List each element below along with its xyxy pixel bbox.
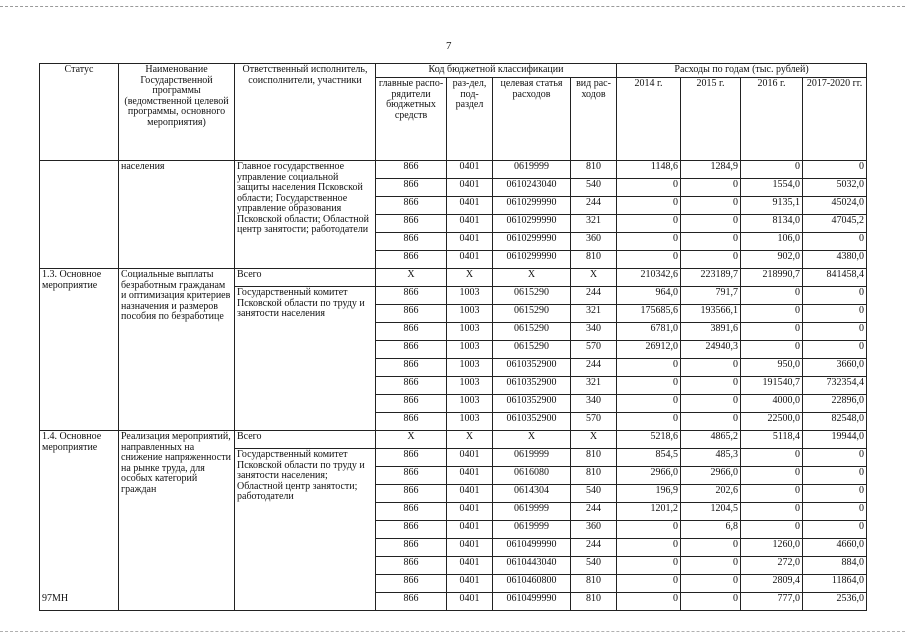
cell-2015: 0 xyxy=(681,575,741,593)
cell-grbs: 866 xyxy=(376,575,447,593)
cell-section: 0401 xyxy=(447,251,493,269)
cell-2015: 0 xyxy=(681,413,741,431)
cell-2017-2020: 884,0 xyxy=(803,557,867,575)
cell-target-article: 0615290 xyxy=(493,305,571,323)
cell-total-label: Всего xyxy=(235,269,376,287)
cell-2015: 0 xyxy=(681,593,741,611)
cell-2015: 0 xyxy=(681,251,741,269)
cell-2014: 0 xyxy=(617,197,681,215)
cell-2015: 0 xyxy=(681,359,741,377)
header-year-2015: 2015 г. xyxy=(681,78,741,161)
cell-executor: Государственный комитет Псковской области по труду и занятости населения; Областной центр занятости; работодатели xyxy=(235,449,376,611)
cell-2016: 8134,0 xyxy=(741,215,803,233)
cell-2017-2020: 45024,0 xyxy=(803,197,867,215)
cell-2015: 202,6 xyxy=(681,485,741,503)
cell-2017-2020: 47045,2 xyxy=(803,215,867,233)
cell-2016: 218990,7 xyxy=(741,269,803,287)
cell-2014: 0 xyxy=(617,395,681,413)
cell-2015: 0 xyxy=(681,395,741,413)
cell-section: 0401 xyxy=(447,575,493,593)
cell-target-article: 0614304 xyxy=(493,485,571,503)
cell-grbs: 866 xyxy=(376,449,447,467)
cell-2016: 0 xyxy=(741,503,803,521)
header-year-2017-2020: 2017-2020 гг. xyxy=(803,78,867,161)
cell-2017-2020: 19944,0 xyxy=(803,431,867,449)
cell-2016: 106,0 xyxy=(741,233,803,251)
cell-target-article: 0610299990 xyxy=(493,233,571,251)
cell-2016: 191540,7 xyxy=(741,377,803,395)
cell-executor: Главное государственное управление социальной защиты населения Псковской области; Государственное управление образования Псковской области; Областной центр занятости; работодатели xyxy=(235,161,376,269)
bottom-scan-edge xyxy=(0,631,905,632)
cell-2014: 0 xyxy=(617,413,681,431)
cell-2015: 0 xyxy=(681,377,741,395)
cell-expense-type: 540 xyxy=(571,557,617,575)
cell-grbs: X xyxy=(376,269,447,287)
cell-2016: 22500,0 xyxy=(741,413,803,431)
cell-grbs: 866 xyxy=(376,467,447,485)
cell-target-article: 0610443040 xyxy=(493,557,571,575)
cell-2017-2020: 5032,0 xyxy=(803,179,867,197)
cell-section: 1003 xyxy=(447,287,493,305)
header-target-article: целевая статья расходов xyxy=(493,78,571,161)
cell-2017-2020: 0 xyxy=(803,449,867,467)
header-status: Статус xyxy=(40,64,119,161)
cell-expense-type: 244 xyxy=(571,359,617,377)
cell-grbs: 866 xyxy=(376,395,447,413)
cell-2016: 0 xyxy=(741,485,803,503)
cell-expense-type: 321 xyxy=(571,305,617,323)
cell-2014: 0 xyxy=(617,557,681,575)
cell-status xyxy=(40,161,119,269)
cell-2015: 1204,5 xyxy=(681,503,741,521)
cell-2015: 0 xyxy=(681,215,741,233)
cell-section: 0401 xyxy=(447,179,493,197)
cell-2014: 2966,0 xyxy=(617,467,681,485)
cell-2016: 4000,0 xyxy=(741,395,803,413)
cell-target-article: 0619999 xyxy=(493,449,571,467)
cell-grbs: 866 xyxy=(376,233,447,251)
cell-section: 1003 xyxy=(447,377,493,395)
cell-2015: 0 xyxy=(681,233,741,251)
page-number: 7 xyxy=(446,40,452,52)
cell-status: 1.3. Основное мероприятие xyxy=(40,269,119,431)
header-budget-code: Код бюджетной классификации xyxy=(376,64,617,78)
cell-target-article: 0610299990 xyxy=(493,251,571,269)
cell-2014: 1201,2 xyxy=(617,503,681,521)
cell-2017-2020: 732354,4 xyxy=(803,377,867,395)
cell-section: 0401 xyxy=(447,503,493,521)
cell-program-name: населения xyxy=(119,161,235,269)
header-program-name: Наименование Государственной программы (ведомственной целевой программы, основного мероприятия) xyxy=(119,64,235,161)
cell-expense-type: 340 xyxy=(571,323,617,341)
cell-2016: 0 xyxy=(741,341,803,359)
cell-target-article: 0615290 xyxy=(493,287,571,305)
cell-program-name: Социальные выплаты безработным гражданам и оптимизация критериев назначения и размеров пособия по безработице xyxy=(119,269,235,431)
cell-2017-2020: 0 xyxy=(803,521,867,539)
cell-expense-type: 810 xyxy=(571,593,617,611)
cell-grbs: 866 xyxy=(376,251,447,269)
cell-section: 1003 xyxy=(447,413,493,431)
table-row-total xyxy=(40,269,867,287)
cell-grbs: X xyxy=(376,431,447,449)
cell-section: 1003 xyxy=(447,305,493,323)
cell-2016: 1260,0 xyxy=(741,539,803,557)
cell-2015: 223189,7 xyxy=(681,269,741,287)
cell-2017-2020: 0 xyxy=(803,341,867,359)
cell-expense-type: 570 xyxy=(571,413,617,431)
cell-expense-type: 810 xyxy=(571,575,617,593)
cell-section: 0401 xyxy=(447,485,493,503)
cell-grbs: 866 xyxy=(376,359,447,377)
cell-section: 0401 xyxy=(447,161,493,179)
cell-2015: 6,8 xyxy=(681,521,741,539)
cell-2016: 0 xyxy=(741,521,803,539)
cell-2016: 0 xyxy=(741,287,803,305)
cell-section: 0401 xyxy=(447,557,493,575)
cell-target-article: 0610299990 xyxy=(493,215,571,233)
cell-2014: 854,5 xyxy=(617,449,681,467)
cell-2014: 196,9 xyxy=(617,485,681,503)
cell-2017-2020: 0 xyxy=(803,467,867,485)
cell-2016: 2809,4 xyxy=(741,575,803,593)
cell-grbs: 866 xyxy=(376,485,447,503)
cell-2014: 210342,6 xyxy=(617,269,681,287)
cell-2014: 0 xyxy=(617,539,681,557)
cell-target-article: 0616080 xyxy=(493,467,571,485)
cell-expense-type: 810 xyxy=(571,449,617,467)
cell-expense-type: 360 xyxy=(571,521,617,539)
cell-2014: 175685,6 xyxy=(617,305,681,323)
cell-target-article: X xyxy=(493,269,571,287)
cell-expense-type: 244 xyxy=(571,539,617,557)
cell-target-article: 0610299990 xyxy=(493,197,571,215)
cell-2014: 0 xyxy=(617,593,681,611)
cell-section: 1003 xyxy=(447,395,493,413)
cell-target-article: 0610352900 xyxy=(493,395,571,413)
cell-2014: 0 xyxy=(617,233,681,251)
header-expense-type: вид рас-ходов xyxy=(571,78,617,161)
cell-2015: 0 xyxy=(681,539,741,557)
cell-section: 0401 xyxy=(447,467,493,485)
cell-2016: 0 xyxy=(741,467,803,485)
cell-2016: 950,0 xyxy=(741,359,803,377)
budget-table xyxy=(39,63,867,611)
cell-executor: Государственный комитет Псковской области по труду и занятости населения xyxy=(235,287,376,431)
cell-2014: 26912,0 xyxy=(617,341,681,359)
cell-section: 0401 xyxy=(447,233,493,251)
cell-2017-2020: 82548,0 xyxy=(803,413,867,431)
cell-target-article: 0610352900 xyxy=(493,413,571,431)
cell-2017-2020: 0 xyxy=(803,161,867,179)
cell-target-article: 0610499990 xyxy=(493,539,571,557)
cell-expense-type: 540 xyxy=(571,485,617,503)
cell-grbs: 866 xyxy=(376,341,447,359)
cell-section: 1003 xyxy=(447,341,493,359)
cell-2017-2020: 11864,0 xyxy=(803,575,867,593)
cell-2016: 0 xyxy=(741,305,803,323)
cell-target-article: 0610243040 xyxy=(493,179,571,197)
cell-2017-2020: 4380,0 xyxy=(803,251,867,269)
cell-expense-type: X xyxy=(571,269,617,287)
cell-target-article: 0610499990 xyxy=(493,593,571,611)
header-year-2016: 2016 г. xyxy=(741,78,803,161)
cell-2014: 0 xyxy=(617,359,681,377)
cell-2014: 0 xyxy=(617,251,681,269)
cell-grbs: 866 xyxy=(376,215,447,233)
cell-grbs: 866 xyxy=(376,161,447,179)
cell-2017-2020: 0 xyxy=(803,233,867,251)
cell-expense-type: 540 xyxy=(571,179,617,197)
cell-expense-type: X xyxy=(571,431,617,449)
cell-expense-type: 244 xyxy=(571,197,617,215)
cell-expense-type: 321 xyxy=(571,377,617,395)
cell-grbs: 866 xyxy=(376,377,447,395)
cell-2017-2020: 22896,0 xyxy=(803,395,867,413)
cell-2016: 9135,1 xyxy=(741,197,803,215)
cell-2015: 485,3 xyxy=(681,449,741,467)
cell-2014: 5218,6 xyxy=(617,431,681,449)
header-row-main xyxy=(40,64,867,78)
cell-2015: 4865,2 xyxy=(681,431,741,449)
cell-2015: 2966,0 xyxy=(681,467,741,485)
cell-grbs: 866 xyxy=(376,197,447,215)
cell-2016: 777,0 xyxy=(741,593,803,611)
cell-grbs: 866 xyxy=(376,287,447,305)
cell-2015: 0 xyxy=(681,179,741,197)
cell-target-article: 0619999 xyxy=(493,503,571,521)
cell-2015: 24940,3 xyxy=(681,341,741,359)
cell-grbs: 866 xyxy=(376,179,447,197)
header-grbs: главные распо-рядители бюджетных средств xyxy=(376,78,447,161)
cell-grbs: 866 xyxy=(376,305,447,323)
cell-expense-type: 244 xyxy=(571,287,617,305)
cell-grbs: 866 xyxy=(376,503,447,521)
cell-2015: 0 xyxy=(681,557,741,575)
cell-2017-2020: 4660,0 xyxy=(803,539,867,557)
cell-section: X xyxy=(447,431,493,449)
cell-section: 0401 xyxy=(447,215,493,233)
cell-status: 1.4. Основное мероприятие xyxy=(40,431,119,611)
table-row-total xyxy=(40,431,867,449)
cell-section: 0401 xyxy=(447,521,493,539)
cell-2016: 902,0 xyxy=(741,251,803,269)
cell-2014: 0 xyxy=(617,377,681,395)
cell-2015: 1284,9 xyxy=(681,161,741,179)
cell-2014: 0 xyxy=(617,179,681,197)
cell-grbs: 866 xyxy=(376,413,447,431)
cell-2014: 0 xyxy=(617,575,681,593)
cell-total-label: Всего xyxy=(235,431,376,449)
cell-2017-2020: 3660,0 xyxy=(803,359,867,377)
cell-2014: 0 xyxy=(617,521,681,539)
cell-2014: 0 xyxy=(617,215,681,233)
cell-expense-type: 244 xyxy=(571,503,617,521)
cell-grbs: 866 xyxy=(376,557,447,575)
cell-2015: 0 xyxy=(681,197,741,215)
cell-2016: 0 xyxy=(741,161,803,179)
table-row xyxy=(40,161,867,179)
cell-grbs: 866 xyxy=(376,521,447,539)
cell-target-article: X xyxy=(493,431,571,449)
cell-2014: 1148,6 xyxy=(617,161,681,179)
cell-2017-2020: 0 xyxy=(803,287,867,305)
cell-section: 0401 xyxy=(447,539,493,557)
header-section: раз-дел, под-раздел xyxy=(447,78,493,161)
cell-2017-2020: 2536,0 xyxy=(803,593,867,611)
cell-2016: 5118,4 xyxy=(741,431,803,449)
cell-section: 1003 xyxy=(447,323,493,341)
cell-2016: 1554,0 xyxy=(741,179,803,197)
cell-2016: 0 xyxy=(741,449,803,467)
cell-section: 0401 xyxy=(447,197,493,215)
cell-target-article: 0610352900 xyxy=(493,359,571,377)
cell-target-article: 0610460800 xyxy=(493,575,571,593)
cell-target-article: 0610352900 xyxy=(493,377,571,395)
cell-target-article: 0619999 xyxy=(493,161,571,179)
cell-expense-type: 810 xyxy=(571,467,617,485)
cell-2017-2020: 0 xyxy=(803,503,867,521)
cell-expense-type: 321 xyxy=(571,215,617,233)
cell-target-article: 0619999 xyxy=(493,521,571,539)
cell-2015: 791,7 xyxy=(681,287,741,305)
cell-section: 0401 xyxy=(447,449,493,467)
header-executor: Ответственный исполнитель, соисполнители, участники xyxy=(235,64,376,161)
cell-expense-type: 810 xyxy=(571,251,617,269)
cell-grbs: 866 xyxy=(376,539,447,557)
cell-2015: 3891,6 xyxy=(681,323,741,341)
cell-program-name: Реализация мероприятий, направленных на снижение напряженности на рынке труда, для особых категорий граждан xyxy=(119,431,235,611)
cell-expense-type: 810 xyxy=(571,161,617,179)
footer-code: 97МН xyxy=(42,593,69,604)
top-scan-edge xyxy=(0,6,905,7)
cell-grbs: 866 xyxy=(376,593,447,611)
cell-2015: 193566,1 xyxy=(681,305,741,323)
cell-expense-type: 570 xyxy=(571,341,617,359)
cell-expense-type: 340 xyxy=(571,395,617,413)
cell-2017-2020: 0 xyxy=(803,305,867,323)
cell-section: 1003 xyxy=(447,359,493,377)
cell-grbs: 866 xyxy=(376,323,447,341)
cell-2017-2020: 0 xyxy=(803,485,867,503)
header-year-2014: 2014 г. xyxy=(617,78,681,161)
cell-expense-type: 360 xyxy=(571,233,617,251)
cell-2017-2020: 0 xyxy=(803,323,867,341)
cell-section: X xyxy=(447,269,493,287)
cell-section: 0401 xyxy=(447,593,493,611)
cell-2017-2020: 841458,4 xyxy=(803,269,867,287)
cell-2016: 0 xyxy=(741,323,803,341)
header-expenses: Расходы по годам (тыс. рублей) xyxy=(617,64,867,78)
cell-2016: 272,0 xyxy=(741,557,803,575)
cell-2014: 964,0 xyxy=(617,287,681,305)
cell-target-article: 0615290 xyxy=(493,323,571,341)
cell-target-article: 0615290 xyxy=(493,341,571,359)
cell-2014: 6781,0 xyxy=(617,323,681,341)
